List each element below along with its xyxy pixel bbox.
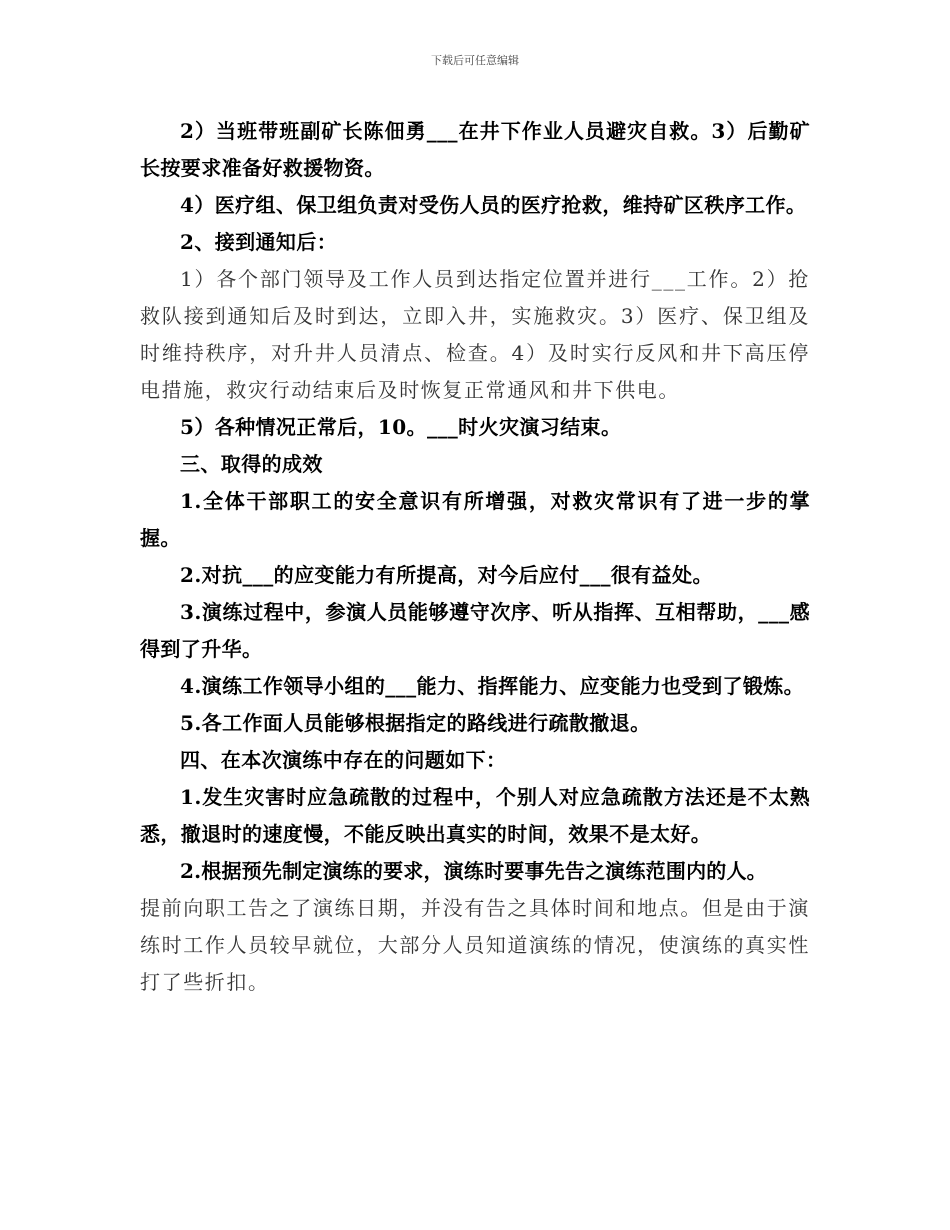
section-heading-results: 三、取得的成效 bbox=[180, 452, 323, 476]
result-item-3: 3.演练过程中，参演人员能够遵守次序、听从指挥、互相帮助，___感得到了升华。 bbox=[140, 600, 810, 661]
result-item-1: 1.全体干部职工的安全意识有所增强，对救灾常识有了进一步的掌握。 bbox=[140, 489, 810, 550]
document-body bbox=[140, 113, 810, 1001]
result-item-5: 5.各工作面人员能够根据指定的路线进行疏散撤退。 bbox=[180, 711, 651, 735]
section-heading-problems: 四、在本次演练中存在的问题如下： bbox=[180, 748, 507, 772]
problem-item-2-continued: 提前向职工告之了演练日期，并没有告之具体时间和地点。但是由于演练时工作人员较早就位，大部分人员知道演练的情况，使演练的真实性打了些折扣。 bbox=[140, 896, 810, 994]
paragraph-after-notice-steps: 1）各个部门领导及工作人员到达指定位置并进行___工作。2）抢救队接到通知后及时到达，立即入井，实施救灾。3）医疗、保卫组及时维持秩序，对升井人员清点、检查。4）及时实行反风和井下高压停电措施，救灾行动结束后及时恢复正常通风和井下供电。 bbox=[140, 267, 810, 402]
problem-item-2: 2.根据预先制定演练的要求，演练时要事先告之演练范围内的人。 bbox=[180, 859, 767, 883]
page-header: 下载后可任意编辑 bbox=[431, 54, 519, 67]
paragraph-after-notice-heading: 2、接到通知后： bbox=[180, 230, 338, 254]
paragraph-drill-end: 5）各种情况正常后，10。___时火灾演习结束。 bbox=[180, 415, 622, 439]
paragraph-medical-security-duties: 4）医疗组、保卫组负责对受伤人员的医疗抢救，维持矿区秩序工作。 bbox=[180, 193, 807, 217]
paragraph-shift-leader-evacuation: 2）当班带班副矿长陈佃勇___在井下作业人员避灾自救。3）后勤矿长按要求准备好救援物资。 bbox=[140, 119, 810, 180]
result-item-4: 4.演练工作领导小组的___能力、指挥能力、应变能力也受到了锻炼。 bbox=[180, 674, 805, 698]
result-item-2: 2.对抗___的应变能力有所提高，对今后应付___很有益处。 bbox=[180, 563, 713, 587]
problem-item-1: 1.发生灾害时应急疏散的过程中，个别人对应急疏散方法还是不太熟悉，撤退时的速度慢，不能反映出真实的时间，效果不是太好。 bbox=[140, 785, 810, 846]
